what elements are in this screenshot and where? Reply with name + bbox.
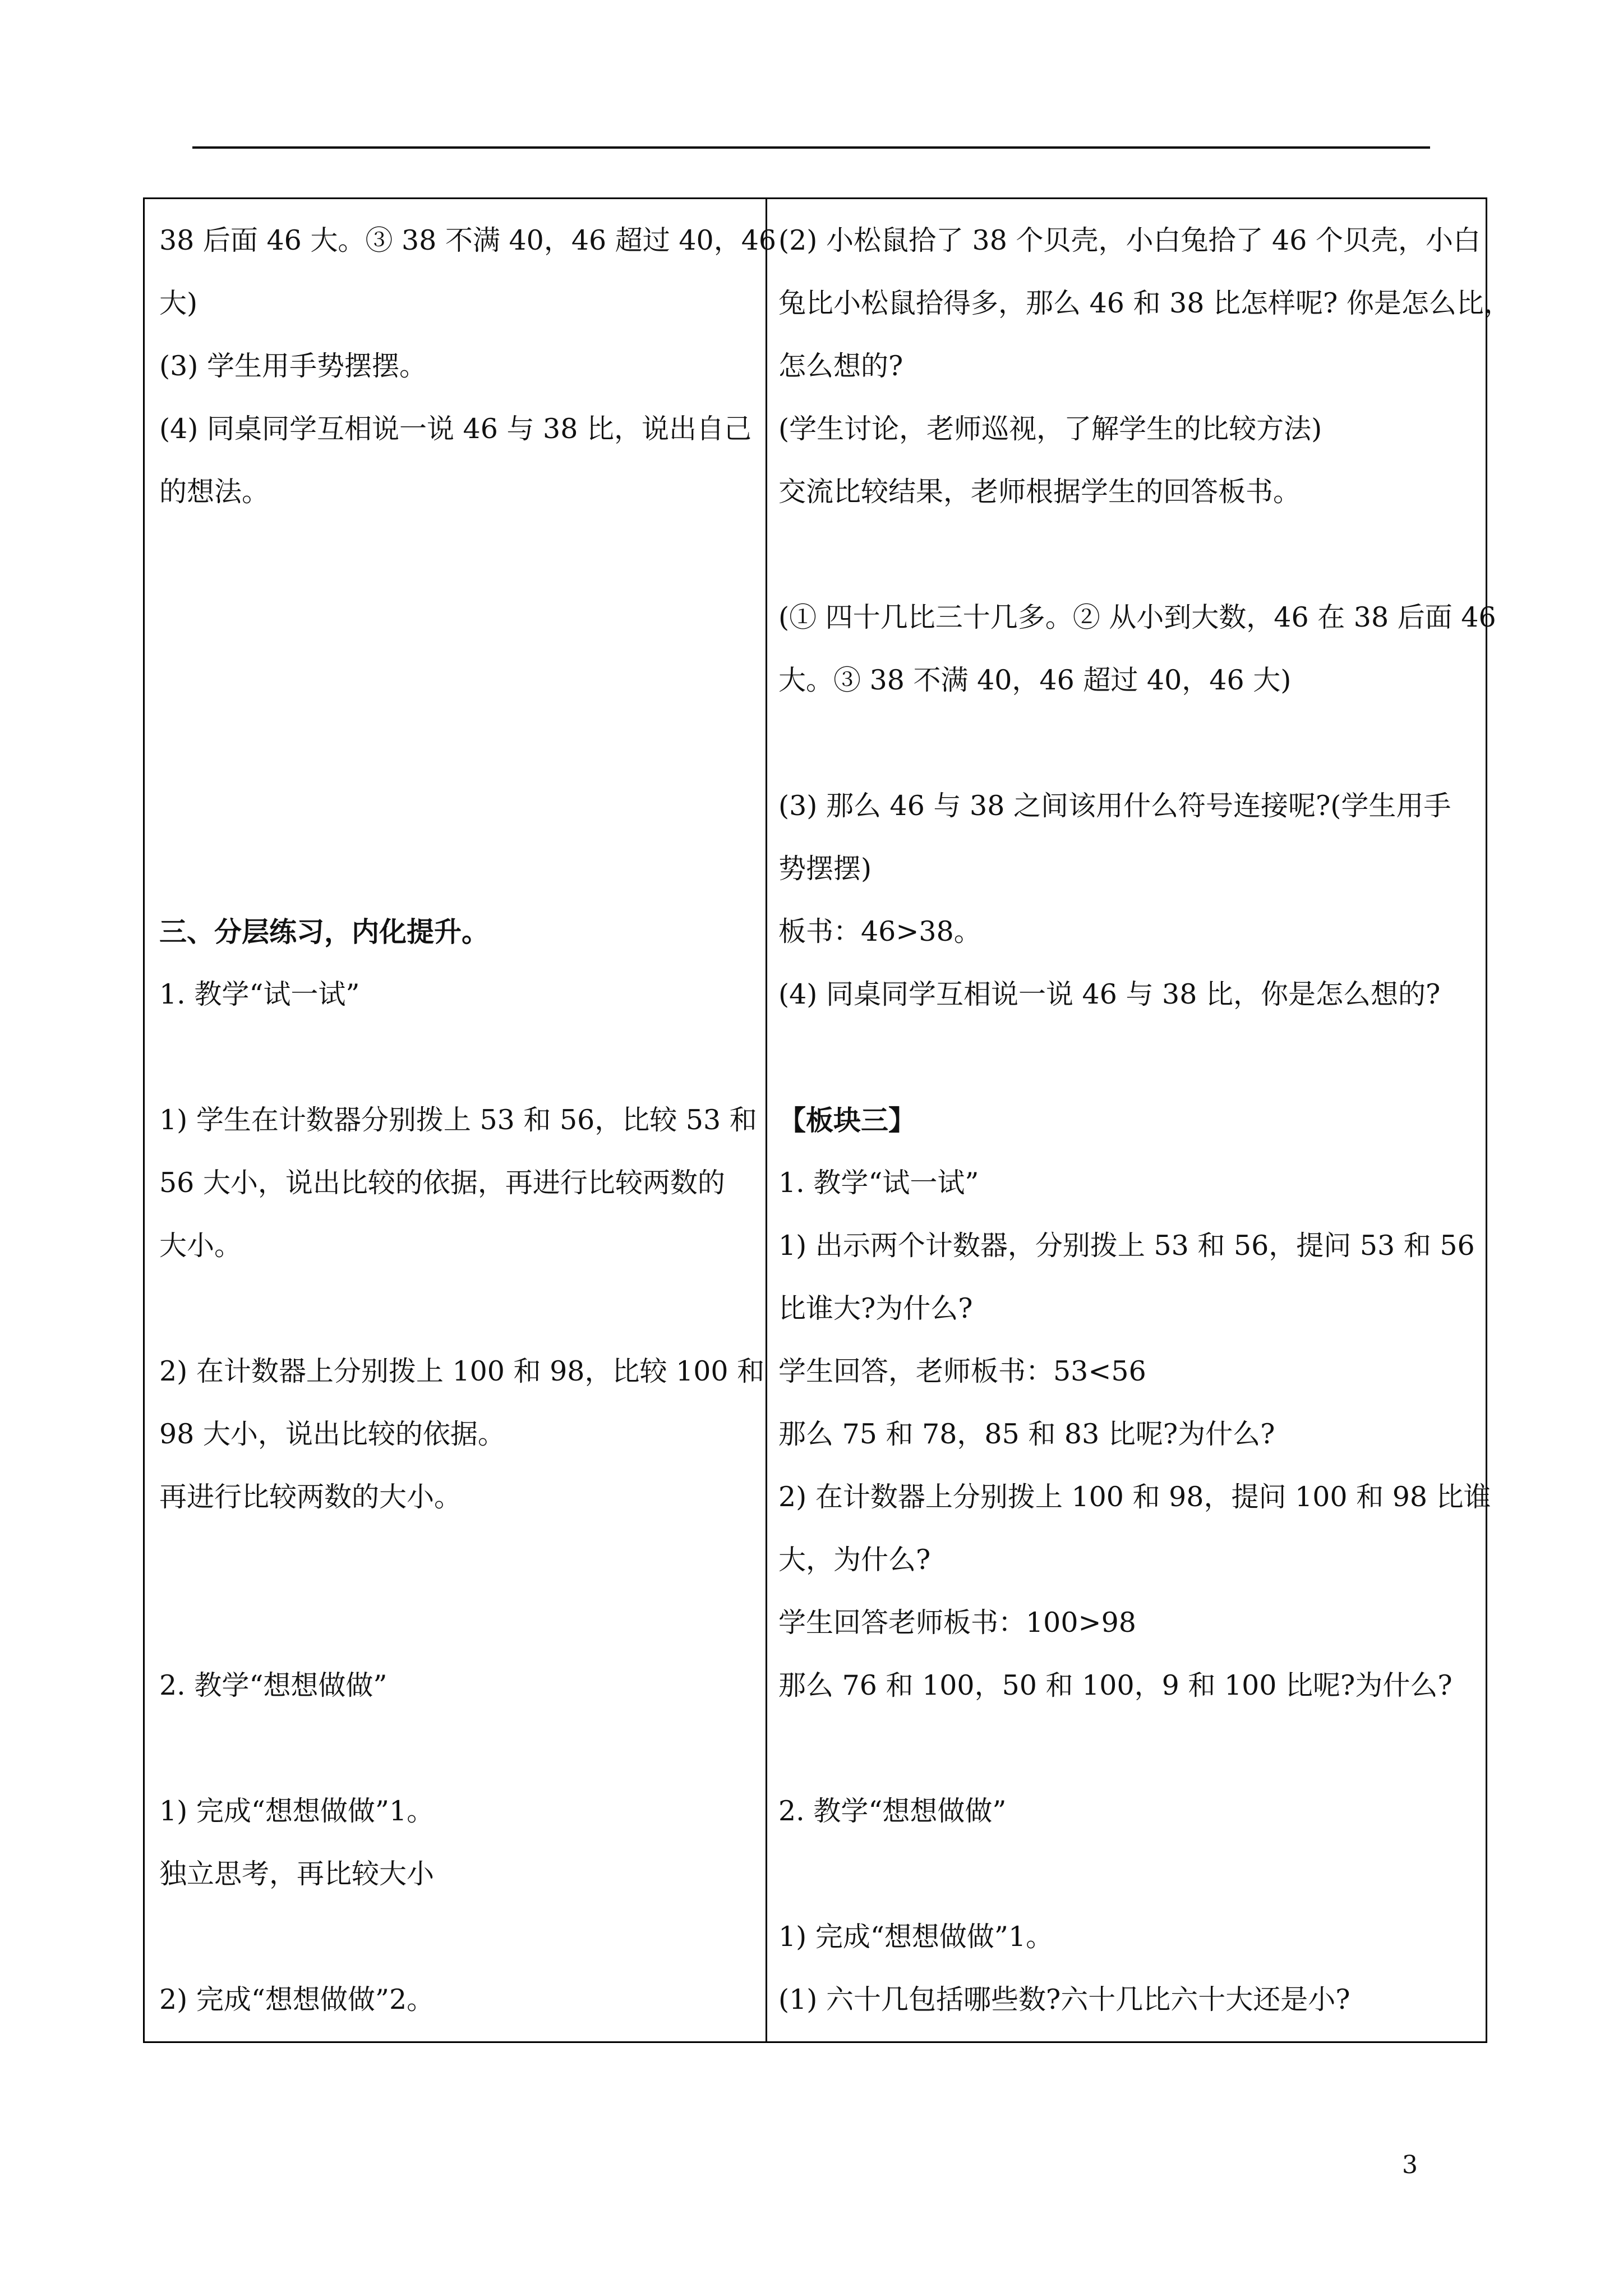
text-line: 大小。 [159,1230,242,1262]
text-line: 三、分层练习，内化提升。 [159,915,490,948]
blank-line [778,1026,1474,1089]
text-line: (2) 小松鼠拾了 38 个贝壳，小白兔拾了 46 个贝壳，小白 [778,224,1481,256]
text-line: (① 四十几比三十几多。② 从小到大数，46 在 38 后面 46 [778,601,1496,633]
text-line: 比谁大?为什么? [778,1292,973,1324]
text-line: 2) 在计数器上分别拨上 100 和 98，比较 100 和 [159,1355,765,1387]
text-line: 1) 完成“想想做做”1。 [778,1921,1054,1953]
blank-line [159,1591,759,1654]
text-line: 板书：46>38。 [778,915,981,947]
blank-line [159,1026,759,1089]
blank-line [159,1277,759,1340]
lesson-plan-table [143,197,1511,2043]
blank-line [159,586,759,649]
blank-line [778,1843,1474,1906]
blank-line [159,1529,759,1591]
text-line: 38 后面 46 大。③ 38 不满 40，46 超过 40，46 [159,224,777,256]
text-line: 再进行比较两数的大小。 [159,1481,462,1513]
text-line: 的想法。 [159,476,270,508]
blank-line [159,1717,759,1780]
text-line: 1) 出示两个计数器，分别拨上 53 和 56，提问 53 和 56 [778,1230,1475,1262]
text-line: 98 大小，说出比较的依据。 [159,1418,505,1450]
header-rule [192,146,1430,149]
teacher-activity-column [778,209,1511,2031]
column-divider [766,199,767,2041]
text-line: 兔比小松鼠拾得多，那么 46 和 38 比怎样呢? 你是怎么比， [778,287,1511,319]
text-line: (4) 同桌同学互相说一说 46 与 38 比，你是怎么想的? [778,978,1441,1010]
text-line: 2. 教学“想想做做” [778,1795,1007,1827]
text-line: 学生回答老师板书：100>98 [778,1607,1136,1639]
text-line: (4) 同桌同学互相说一说 46 与 38 比，说出自己 [159,413,751,445]
text-line: 1) 完成“想想做做”1。 [159,1795,435,1827]
text-line: (1) 六十几包括哪些数?六十几比六十大还是小? [778,1984,1350,2016]
text-line: 那么 76 和 100，50 和 100，9 和 100 比呢?为什么? [778,1669,1453,1701]
blank-line [778,712,1474,775]
text-line: (3) 学生用手势摆摆。 [159,350,427,382]
text-line: 交流比较结果，老师根据学生的回答板书。 [778,476,1301,508]
blank-line [159,775,759,838]
text-line: 势摆摆) [778,853,872,885]
text-line: 独立思考，再比较大小 [159,1858,435,1890]
text-line: 2) 完成“想想做做”2。 [159,1984,435,2016]
text-line: 学生回答，老师板书：53<56 [778,1355,1146,1387]
text-line: 1. 教学“试一试” [778,1167,979,1199]
text-line: (学生讨论，老师巡视，了解学生的比较方法) [778,413,1322,445]
text-line: 56 大小，说出比较的依据，再进行比较两数的 [159,1167,725,1199]
text-line: 那么 75 和 78，85 和 83 比呢?为什么? [778,1418,1275,1450]
text-line: 2. 教学“想想做做” [159,1669,388,1701]
text-line: 怎么想的? [778,350,903,382]
blank-line [159,649,759,712]
blank-line [159,1906,759,1968]
blank-line [159,523,759,586]
blank-line [159,838,759,900]
text-line: (3) 那么 46 与 38 之间该用什么符号连接呢?(学生用手 [778,790,1451,822]
student-activity-column [159,209,777,2031]
text-line: 大) [159,287,198,319]
text-line: 大。③ 38 不满 40，46 超过 40，46 大) [778,664,1292,696]
text-line: 1) 学生在计数器分别拨上 53 和 56，比较 53 和 [159,1104,757,1136]
text-line: 1. 教学“试一试” [159,978,360,1010]
blank-line [778,523,1474,586]
blank-line [159,712,759,775]
text-line: 【板块三】 [778,1104,916,1137]
blank-line [778,1717,1474,1780]
page-number: 3 [1402,2151,1418,2179]
text-line: 大，为什么? [778,1544,931,1576]
text-line: 2) 在计数器上分别拨上 100 和 98，提问 100 和 98 比谁 [778,1481,1491,1513]
